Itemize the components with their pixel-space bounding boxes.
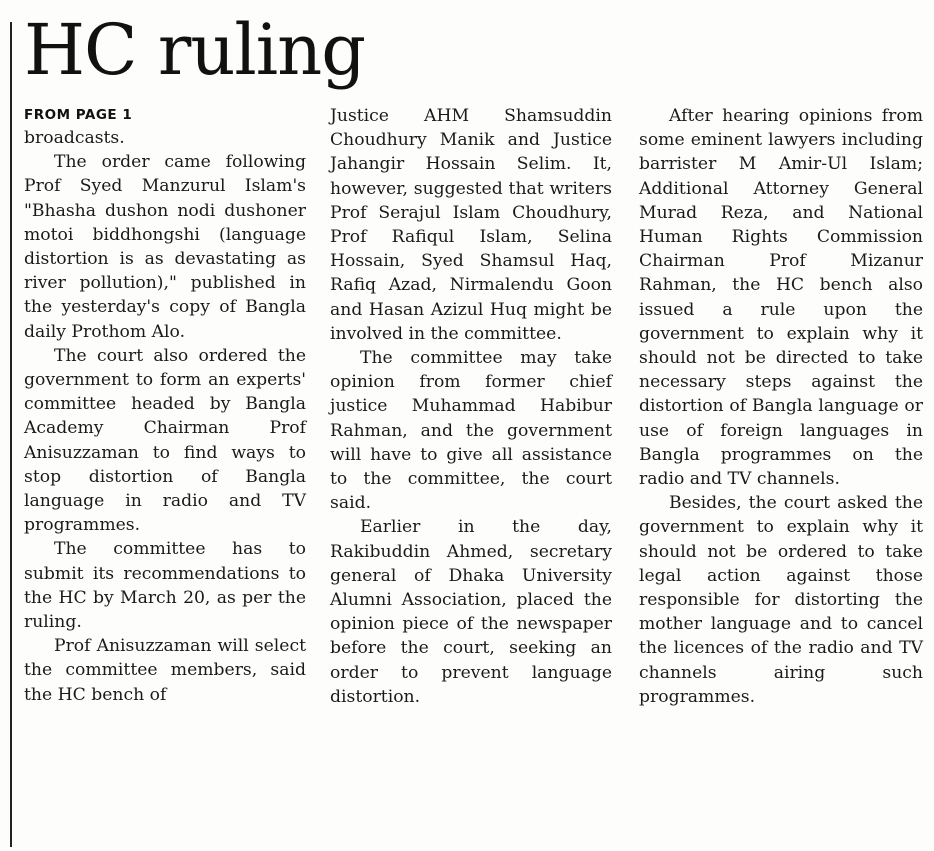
column-rule xyxy=(10,22,12,847)
article-column-2 xyxy=(330,104,612,709)
paragraph: The court also ordered the government to form an experts' committee headed by Bangla Academy Chairman Prof Anisuzzaman to find ways to stop distortion of Bangla language in radio and TV programmes. xyxy=(24,345,306,536)
paragraph: Besides, the court asked the government to explain why it should not be ordered to take legal action against those responsible for distorting the mother language and to cancel the licences of the radio and TV channels airing such programmes. xyxy=(639,493,923,707)
paragraph: The committee may take opinion from former chief justice Muhammad Habibur Rahman, and the government will have to give all assistance to the committee, the court said. xyxy=(330,348,612,514)
paragraph: Prof Anisuzzaman will select the committee members, said the HC bench of xyxy=(24,636,306,705)
paragraph: The committee has to submit its recommendations to the HC by March 20, as per the ruling. xyxy=(24,539,306,633)
article-column-1 xyxy=(24,104,306,707)
article-column-3 xyxy=(639,104,923,709)
paragraph: Justice AHM Shamsuddin Choudhury Manik and Justice Jahangir Hossain Selim. It, however, suggested that writers Prof Serajul Islam Choudhury, Prof Rafiqul Islam, Selina Hossain, Syed Shamsul Haq, Rafiq Azad, Nirmalendu Goon and Hasan Azizul Huq might be involved in the committee. xyxy=(330,106,612,344)
paragraph: broadcasts. xyxy=(24,128,125,148)
headline: HC ruling xyxy=(24,9,366,91)
paragraph: Earlier in the day, Rakibuddin Ahmed, secretary general of Dhaka University Alumni Association, placed the opinion piece of the newspaper before the court, seeking an order to prevent language distortion. xyxy=(330,517,612,707)
paragraph: The order came following Prof Syed Manzurul Islam's "Bhasha dushon nodi dushoner motoi biddhongshi (language distortion is as devastating as river pollution)," published in the yesterday's copy of Bangla daily Prothom Alo. xyxy=(24,152,306,342)
kicker-from-page-1: FROM PAGE 1 xyxy=(24,107,133,123)
paragraph: After hearing opinions from some eminent lawyers including barrister M Amir-Ul Islam; Additional Attorney General Murad Reza, and National Human Rights Commission Chairman Prof Mizanur Rahman, the HC bench also issued a rule upon the government to explain why it should not be directed to take necessary steps against the distortion of Bangla language or use of foreign languages in Bangla programmes on the radio and TV channels. xyxy=(639,106,923,490)
